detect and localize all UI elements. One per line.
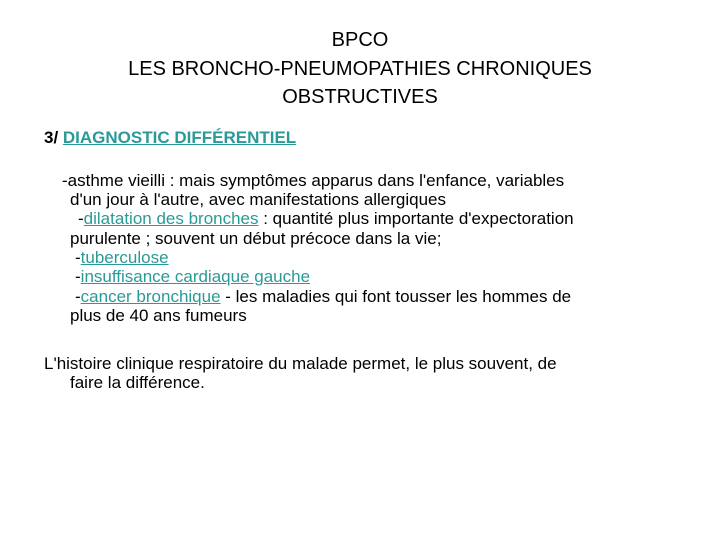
title-line-1: BPCO bbox=[331, 29, 389, 51]
dash: - bbox=[75, 287, 81, 306]
tuberculose-line bbox=[75, 248, 169, 268]
cancer-text: - les maladies qui font tousser les hommes de bbox=[220, 287, 572, 306]
asthme-line-2: d'un jour à l'autre, avec manifestations allergiques bbox=[70, 190, 446, 209]
cancer-line-1 bbox=[75, 287, 571, 307]
dash: - bbox=[78, 209, 84, 228]
dash: - bbox=[75, 267, 81, 286]
dilatation-text: : quantité plus importante d'expectoration bbox=[258, 209, 574, 228]
cancer-line-2: plus de 40 ans fumeurs bbox=[70, 306, 247, 325]
dilatation-link[interactable]: dilatation des bronches bbox=[83, 209, 259, 228]
section-number: 3/ bbox=[44, 128, 63, 147]
dilatation-line-2: purulente ; souvent un début précoce dans la vie; bbox=[70, 229, 442, 248]
cancer-link[interactable]: cancer bronchique bbox=[80, 287, 221, 306]
tuberculose-link[interactable]: tuberculose bbox=[80, 248, 169, 267]
asthme-line-1: -asthme vieilli : mais symptômes apparus dans l'enfance, variables bbox=[62, 171, 565, 190]
conclusion-line-1: L'histoire clinique respiratoire du malade permet, le plus souvent, de bbox=[44, 354, 557, 373]
section-heading-link[interactable]: DIAGNOSTIC DIFFÉRENTIEL bbox=[62, 128, 297, 147]
insuffisance-line bbox=[75, 267, 310, 287]
conclusion-line-2: faire la différence. bbox=[70, 373, 205, 392]
dash: - bbox=[75, 248, 81, 267]
dilatation-line-1 bbox=[78, 209, 574, 229]
section-heading bbox=[44, 128, 296, 148]
title-line-3: OBSTRUCTIVES bbox=[282, 86, 438, 108]
title-line-2: LES BRONCHO-PNEUMOPATHIES CHRONIQUES bbox=[128, 58, 592, 80]
insuffisance-link[interactable]: insuffisance cardiaque gauche bbox=[80, 267, 311, 286]
